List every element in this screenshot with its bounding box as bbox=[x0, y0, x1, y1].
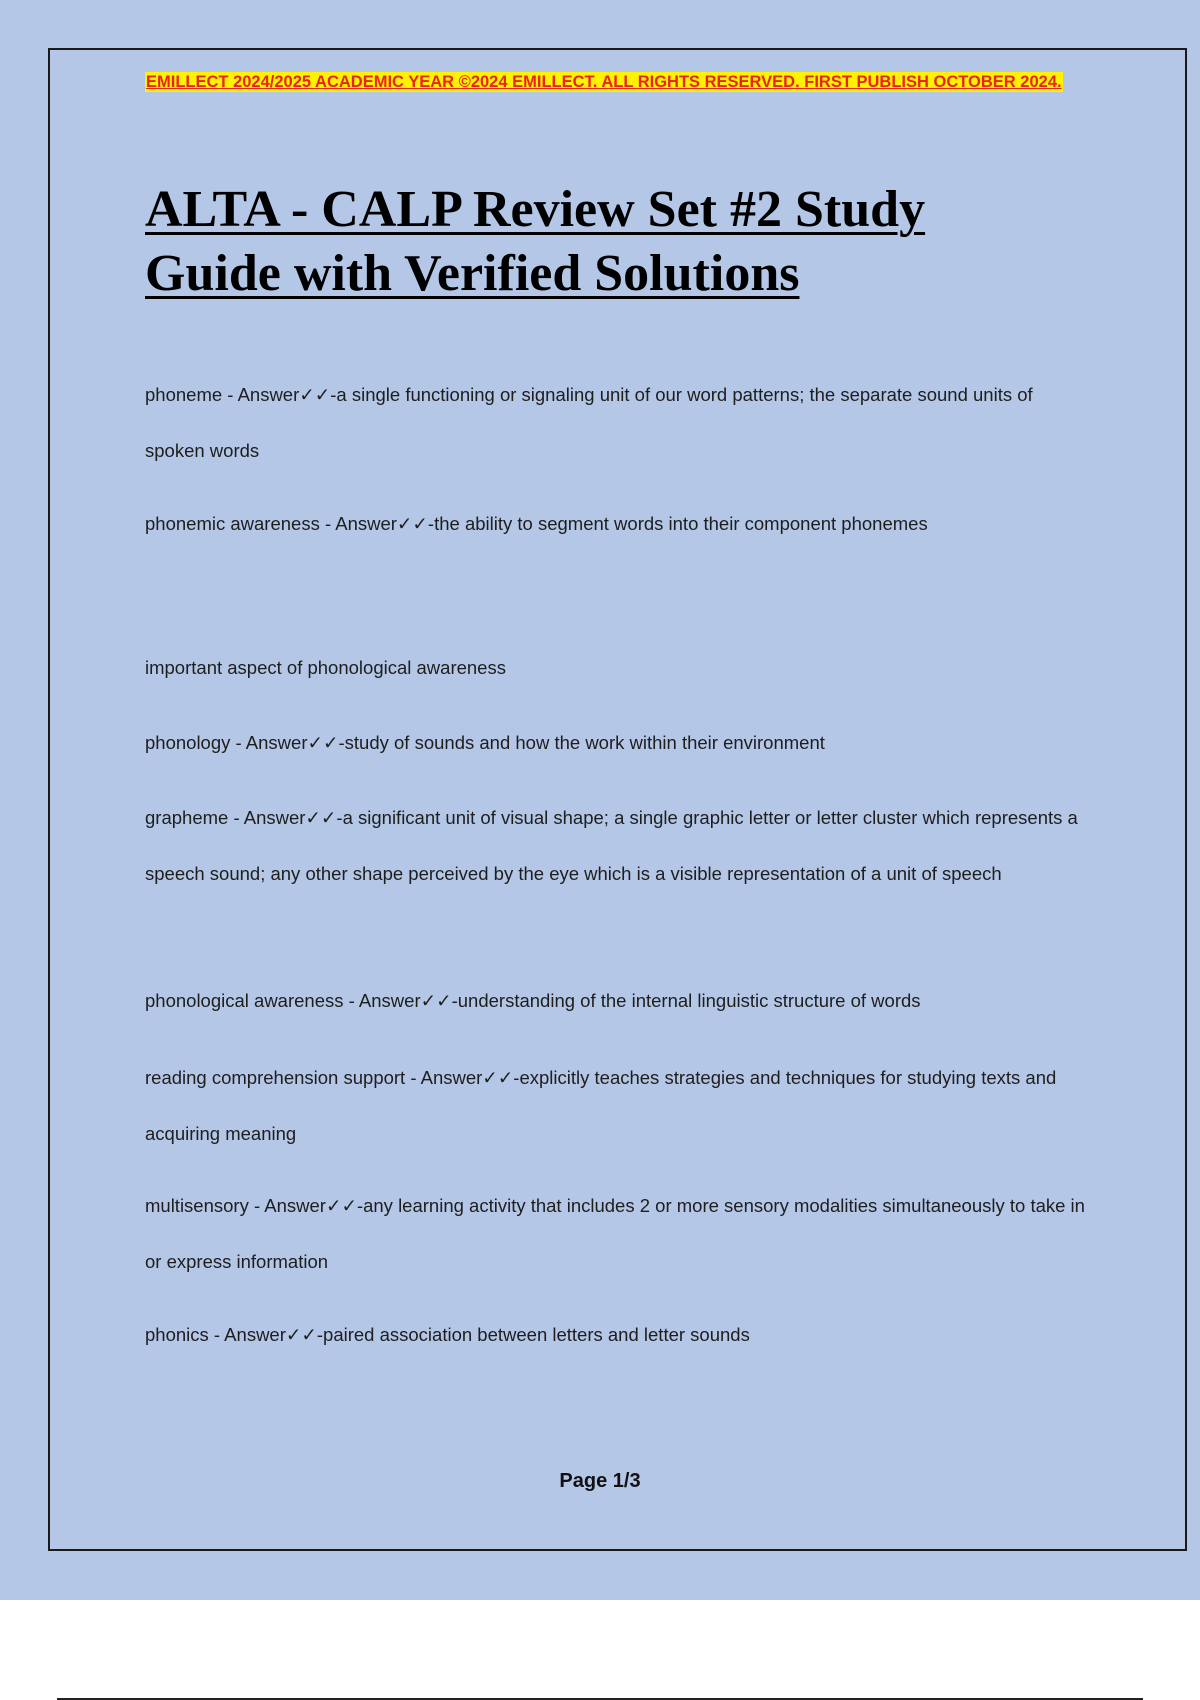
entry-phonological-awareness: phonological awareness - Answer✓✓-understanding of the internal linguistic structure of words bbox=[145, 990, 921, 1011]
entry-phonology: phonology - Answer✓✓-study of sounds and how the work within their environment bbox=[145, 732, 825, 753]
entry-phoneme: phoneme - Answer✓✓-a single functioning or signaling unit of our word patterns; the separate sound units of spoken words bbox=[145, 384, 1033, 461]
entry-multisensory: multisensory - Answer✓✓-any learning activity that includes 2 or more sensory modalities simultaneously to take in or express information bbox=[145, 1195, 1085, 1272]
entry-grapheme: grapheme - Answer✓✓-a significant unit of visual shape; a single graphic letter or letter cluster which represents a speech sound; any other shape perceived by the eye which is a visible representation of a unit of speech bbox=[145, 807, 1078, 884]
copyright-banner: EMILLECT 2024/2025 ACADEMIC YEAR ©2024 EMILLECT. ALL RIGHTS RESERVED. FIRST PUBLISH OCTOBER 2024. bbox=[146, 73, 1062, 91]
entry-phonics: phonics - Answer✓✓-paired association between letters and letter sounds bbox=[145, 1324, 750, 1345]
entry-reading-comprehension-support: reading comprehension support - Answer✓✓-explicitly teaches strategies and techniques for studying texts and acquiring meaning bbox=[145, 1067, 1057, 1144]
entry-phonemic-awareness: phonemic awareness - Answer✓✓-the ability to segment words into their component phonemes bbox=[145, 513, 928, 534]
page-number: Page 1/3 bbox=[559, 1470, 641, 1492]
document-title: ALTA - CALP Review Set #2 Study Guide with Verified Solutions bbox=[145, 181, 926, 302]
entry-phonological-awareness-aspect: important aspect of phonological awareness bbox=[145, 657, 506, 678]
